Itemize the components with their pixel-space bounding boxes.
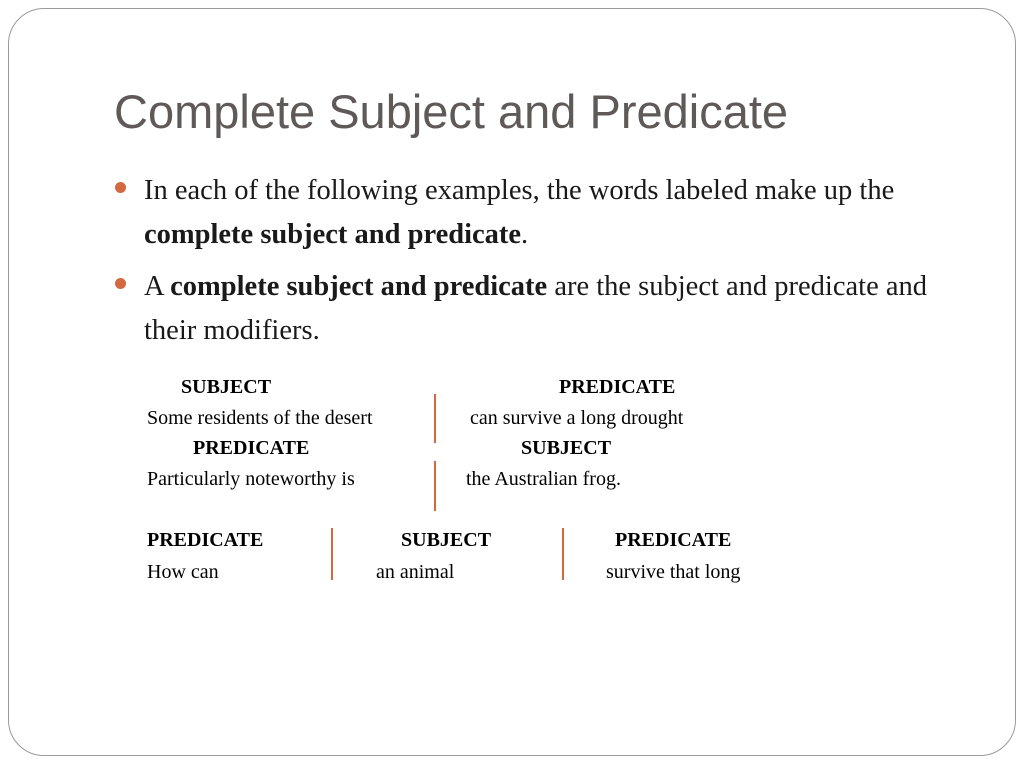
ex2-subject-label: SUBJECT [521,437,612,459]
slide-title: Complete Subject and Predicate [114,85,789,138]
ex3-divider-1 [331,528,333,580]
bullet-1-text: In each of the following examples, the words labeled make up the [144,175,895,206]
ex3-predicate-text-2: survive that long [606,561,741,583]
bullet-2-text: A [144,271,171,302]
bullet-dot-icon [115,182,126,193]
ex2-subject-text: the Australian frog. [466,468,621,490]
ex3-predicate-text-1: How can [147,561,219,583]
ex3-predicate-label-1: PREDICATE [147,529,264,551]
bullet-dot-icon [115,278,126,289]
ex3-predicate-label-2: PREDICATE [615,529,732,551]
ex3-divider-2 [562,528,564,580]
ex1-divider [434,394,436,443]
ex2-divider [434,461,436,511]
ex3-subject-text: an animal [376,561,455,583]
bullet-1-bold: complete subject and predicate [144,219,522,250]
bullet-1-end: . [521,219,529,250]
ex1-subject-label: SUBJECT [181,376,272,398]
ex1-predicate-text: can survive a long drought [470,407,684,429]
ex3-subject-label: SUBJECT [401,529,492,551]
bullet-item-2 [144,265,944,353]
bullet-2-end: are the subject and predicate and their modifiers. [144,271,927,346]
bullet-2-bold: complete subject and predicate [170,271,548,302]
bullet-item-1 [144,169,944,257]
ex2-predicate-text: Particularly noteworthy is [147,468,355,490]
ex1-subject-text: Some residents of the desert [147,407,373,429]
ex2-predicate-label: PREDICATE [193,437,310,459]
ex1-predicate-label: PREDICATE [559,376,676,398]
bullet-list [144,169,944,361]
